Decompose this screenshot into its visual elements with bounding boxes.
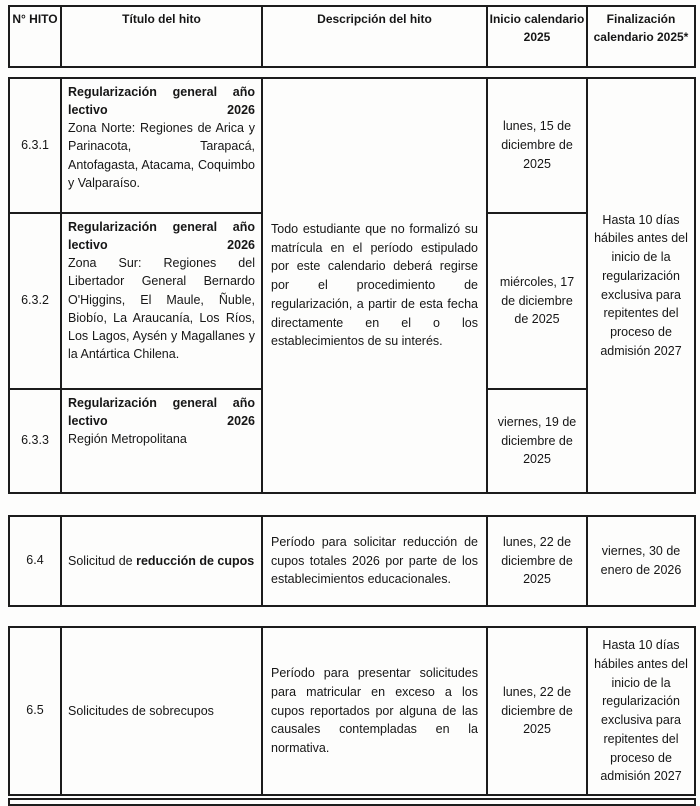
header-row [9, 6, 695, 67]
hito-titulo-631-zona: Zona Norte: Regiones de Arica y Parinacota, Tarapacá, Antofagasta, Atacama, Coquimbo y Valparaíso. [68, 121, 255, 190]
hito-titulo-633-zona: Región Metropolitana [68, 432, 187, 447]
hito-titulo-632 [61, 213, 262, 389]
hito-titulo-64-bold: reducción de cupos [136, 553, 255, 568]
hito-id-632: 6.3.2 [9, 213, 61, 389]
descripcion-65-text: Período para presentar solicitudes para matricular en exceso a los cupos reportados por alguna de las causales contempladas en la normativa. [271, 666, 478, 756]
col-header-n-hito: N° HITO [9, 6, 61, 67]
table-block-64 [8, 515, 696, 607]
inicio-64: lunes, 22 de diciembre de 2025 [487, 516, 587, 606]
hito-titulo-631-bold: Regularización general año lectivo 2026 [68, 85, 255, 118]
hito-titulo-65: Solicitudes de sobrecupos [61, 627, 262, 795]
finalizacion-65: Hasta 10 días hábiles antes del inicio de la regularización exclusiva para repitentes del proceso de admisión 2027 [587, 627, 695, 795]
hito-titulo-633 [61, 389, 262, 493]
descripcion-64-text: Período para solicitar reducción de cupos totales 2026 por parte de los establecimientos educacionales. [271, 534, 478, 587]
table-block-regularizacion [8, 77, 696, 494]
table-block-65 [8, 626, 696, 796]
table-row-631 [9, 78, 695, 213]
descripcion-631-633 [262, 78, 487, 493]
inicio-633: viernes, 19 de diciembre de 2025 [487, 389, 587, 493]
hito-titulo-632-bold: Regularización general año lectivo 2026 [68, 220, 255, 253]
table-header [8, 5, 696, 68]
table-partial-row [8, 798, 696, 806]
partial-row [9, 799, 695, 805]
descripcion-64 [262, 516, 487, 606]
hito-id-633: 6.3.3 [9, 389, 61, 493]
descripcion-65 [262, 627, 487, 795]
inicio-631: lunes, 15 de diciembre de 2025 [487, 78, 587, 213]
descripcion-631-633-text: Todo estudiante que no formalizó su matrícula en el período estipulado por este calendario deberá regirse por el procedimiento de regularización, a partir de esta fecha directamente en el o los establecimientos de su interés. [271, 221, 478, 349]
table-row-65 [9, 627, 695, 795]
col-header-titulo: Título del hito [61, 6, 262, 67]
hito-titulo-633-bold: Regularización general año lectivo 2026 [68, 396, 255, 429]
inicio-632: miércoles, 17 de diciembre de 2025 [487, 213, 587, 389]
finalizacion-631-633 [587, 78, 695, 493]
finalizacion-631-633-text: Hasta 10 días hábiles antes del inicio de la regularización exclusiva para repitentes del proceso de admisión 2027 [594, 212, 688, 358]
col-header-finalizacion: Finalización calendario 2025* [587, 6, 695, 67]
partial-row-cell [9, 799, 695, 805]
finalizacion-64: viernes, 30 de enero de 2026 [587, 516, 695, 606]
col-header-inicio: Inicio calendario 2025 [487, 6, 587, 67]
table-row-64 [9, 516, 695, 606]
hito-titulo-632-zona: Zona Sur: Regiones del Libertador General Bernardo O'Higgins, El Maule, Ñuble, Biobío, La Araucanía, Los Ríos, Los Lagos, Aysén y Magallanes y la Antártica Chilena. [68, 256, 255, 361]
inicio-65: lunes, 22 de diciembre de 2025 [487, 627, 587, 795]
hito-id-631: 6.3.1 [9, 78, 61, 213]
hito-titulo-64-prefix: Solicitud de [68, 553, 137, 568]
hito-titulo-631 [61, 78, 262, 213]
hito-id-64: 6.4 [9, 516, 61, 606]
hito-titulo-64 [61, 516, 262, 606]
hito-id-65: 6.5 [9, 627, 61, 795]
col-header-descripcion: Descripción del hito [262, 6, 487, 67]
